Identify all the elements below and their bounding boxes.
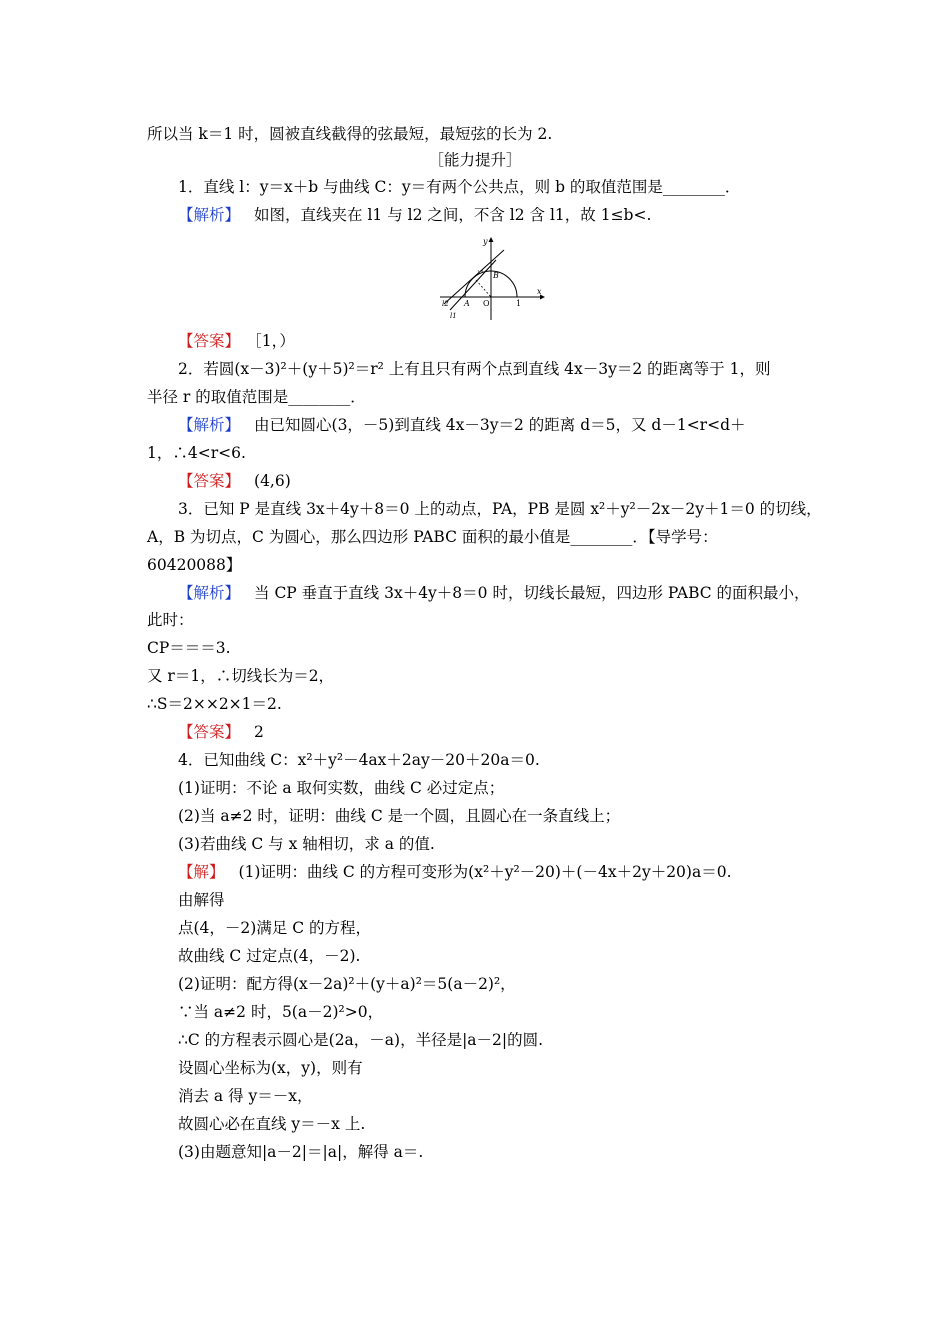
solution-4-cont: 设圆心坐标为(x，y)，则有: [178, 1059, 363, 1077]
question-3-cont: A，B 为切点，C 为圆心，那么四边形 PABC 面积的最小值是________．【导学号：: [147, 528, 718, 546]
answer-tag: 【答案】: [178, 723, 241, 741]
analysis-tag: 【解析】: [178, 206, 241, 224]
line-l2-label: l2: [442, 300, 449, 308]
question-4-part3: (3)若曲线 C 与 x 轴相切，求 a 的值.: [178, 835, 435, 853]
origin-label: O: [483, 299, 490, 308]
point-a-label: A: [464, 299, 470, 308]
solution-4-cont: (2)证明：配方得(x－2a)²＋(y＋a)²＝5(a－2)²，: [178, 975, 516, 993]
y-axis-label: y: [483, 237, 488, 246]
answer-3: 【答案】 2: [178, 723, 264, 741]
question-4-part2: (2)当 a≠2 时，证明：曲线 C 是一个圆，且圆心在一条直线上；: [178, 807, 621, 825]
analysis-tag: 【解析】: [178, 416, 241, 434]
analysis-2: 【解析】 由已知圆心(3，－5)到直线 4x－3y＝2 的距离 d＝5，又 d－1<r<d＋: [178, 416, 746, 434]
unit-label: 1: [516, 299, 522, 308]
solution-4: 【解】 (1)证明：曲线 C 的方程可变形为(x²＋y²－20)＋(－4x＋2y＋20)a＝0.: [178, 863, 732, 881]
analysis-3-cont: CP＝＝＝3.: [147, 639, 231, 657]
question-1: 1．直线 l：y＝x＋b 与曲线 C：y＝有两个公共点，则 b 的取值范围是________．: [178, 178, 741, 196]
analysis-1: 【解析】 如图，直线夹在 l1 与 l2 之间，不含 l2 含 l1，故 1≤b<.: [178, 206, 652, 224]
analysis-3: 【解析】 当 CP 垂直于直线 3x＋4y＋8＝0 时，切线长最短，四边形 PABC 的面积最小，: [178, 584, 810, 602]
answer-tag: 【答案】: [178, 472, 241, 490]
line-l1-label: l1: [450, 312, 457, 320]
analysis-2-cont: 1，∴4<r<6.: [147, 444, 246, 462]
x-axis-label: x: [537, 287, 542, 296]
analysis-3-cont: 此时：: [147, 611, 194, 629]
answer-2: 【答案】 (4,6): [178, 472, 291, 490]
question-4-part1: (1)证明：不论 a 取何实数，曲线 C 必过定点；: [178, 779, 505, 797]
question-4: 4．已知曲线 C：x²＋y²－4ax＋2ay－20＋20a＝0.: [178, 751, 540, 769]
figure-svg: [436, 236, 546, 324]
analysis-3-cont: ∴S＝2××2×1＝2.: [147, 695, 282, 713]
question-3: 3．已知 P 是直线 3x＋4y＋8＝0 上的动点，PA，PB 是圆 x²＋y²－2x－2y＋1＝0 的切线，: [178, 500, 822, 518]
solution-4-cont: ∴C 的方程表示圆心是(2a，－a)，半径是|a－2|的圆.: [178, 1031, 544, 1049]
answer-tag: 【答案】: [178, 332, 241, 350]
solution-4-cont: 由解得: [178, 891, 225, 909]
solution-4-cont: ∵当 a≠2 时，5(a－2)²>0，: [178, 1003, 384, 1021]
question-2: 2．若圆(x－3)²＋(y＋5)²＝r² 上有且只有两个点到直线 4x－3y＝2 的距离等于 1，则: [178, 360, 771, 378]
question-3-cont: 60420088】: [147, 556, 242, 574]
point-b-label: B: [493, 271, 499, 280]
section-heading: ［能力提升］: [428, 151, 522, 169]
answer-1: 【答案】 ［1，）: [178, 332, 295, 350]
analysis-tag: 【解析】: [178, 584, 241, 602]
text-line: 所以当 k＝1 时，圆被直线截得的弦最短，最短弦的长为 2.: [147, 125, 553, 143]
circle-lines-figure: [436, 236, 546, 324]
solution-4-cont: 点(4，－2)满足 C 的方程，: [178, 919, 372, 937]
solution-4-cont: 故曲线 C 过定点(4，－2).: [178, 947, 361, 965]
solution-4-cont: 故圆心必在直线 y＝－x 上.: [178, 1115, 366, 1133]
solution-4-cont: (3)由题意知|a－2|＝|a|，解得 a＝.: [178, 1143, 424, 1161]
solution-4-cont: 消去 a 得 y＝－x，: [178, 1087, 313, 1105]
solution-tag: 【解】: [178, 863, 225, 881]
question-2-cont: 半径 r 的取值范围是________．: [147, 388, 366, 406]
analysis-3-cont: 又 r＝1，∴切线长为＝2，: [147, 667, 335, 685]
